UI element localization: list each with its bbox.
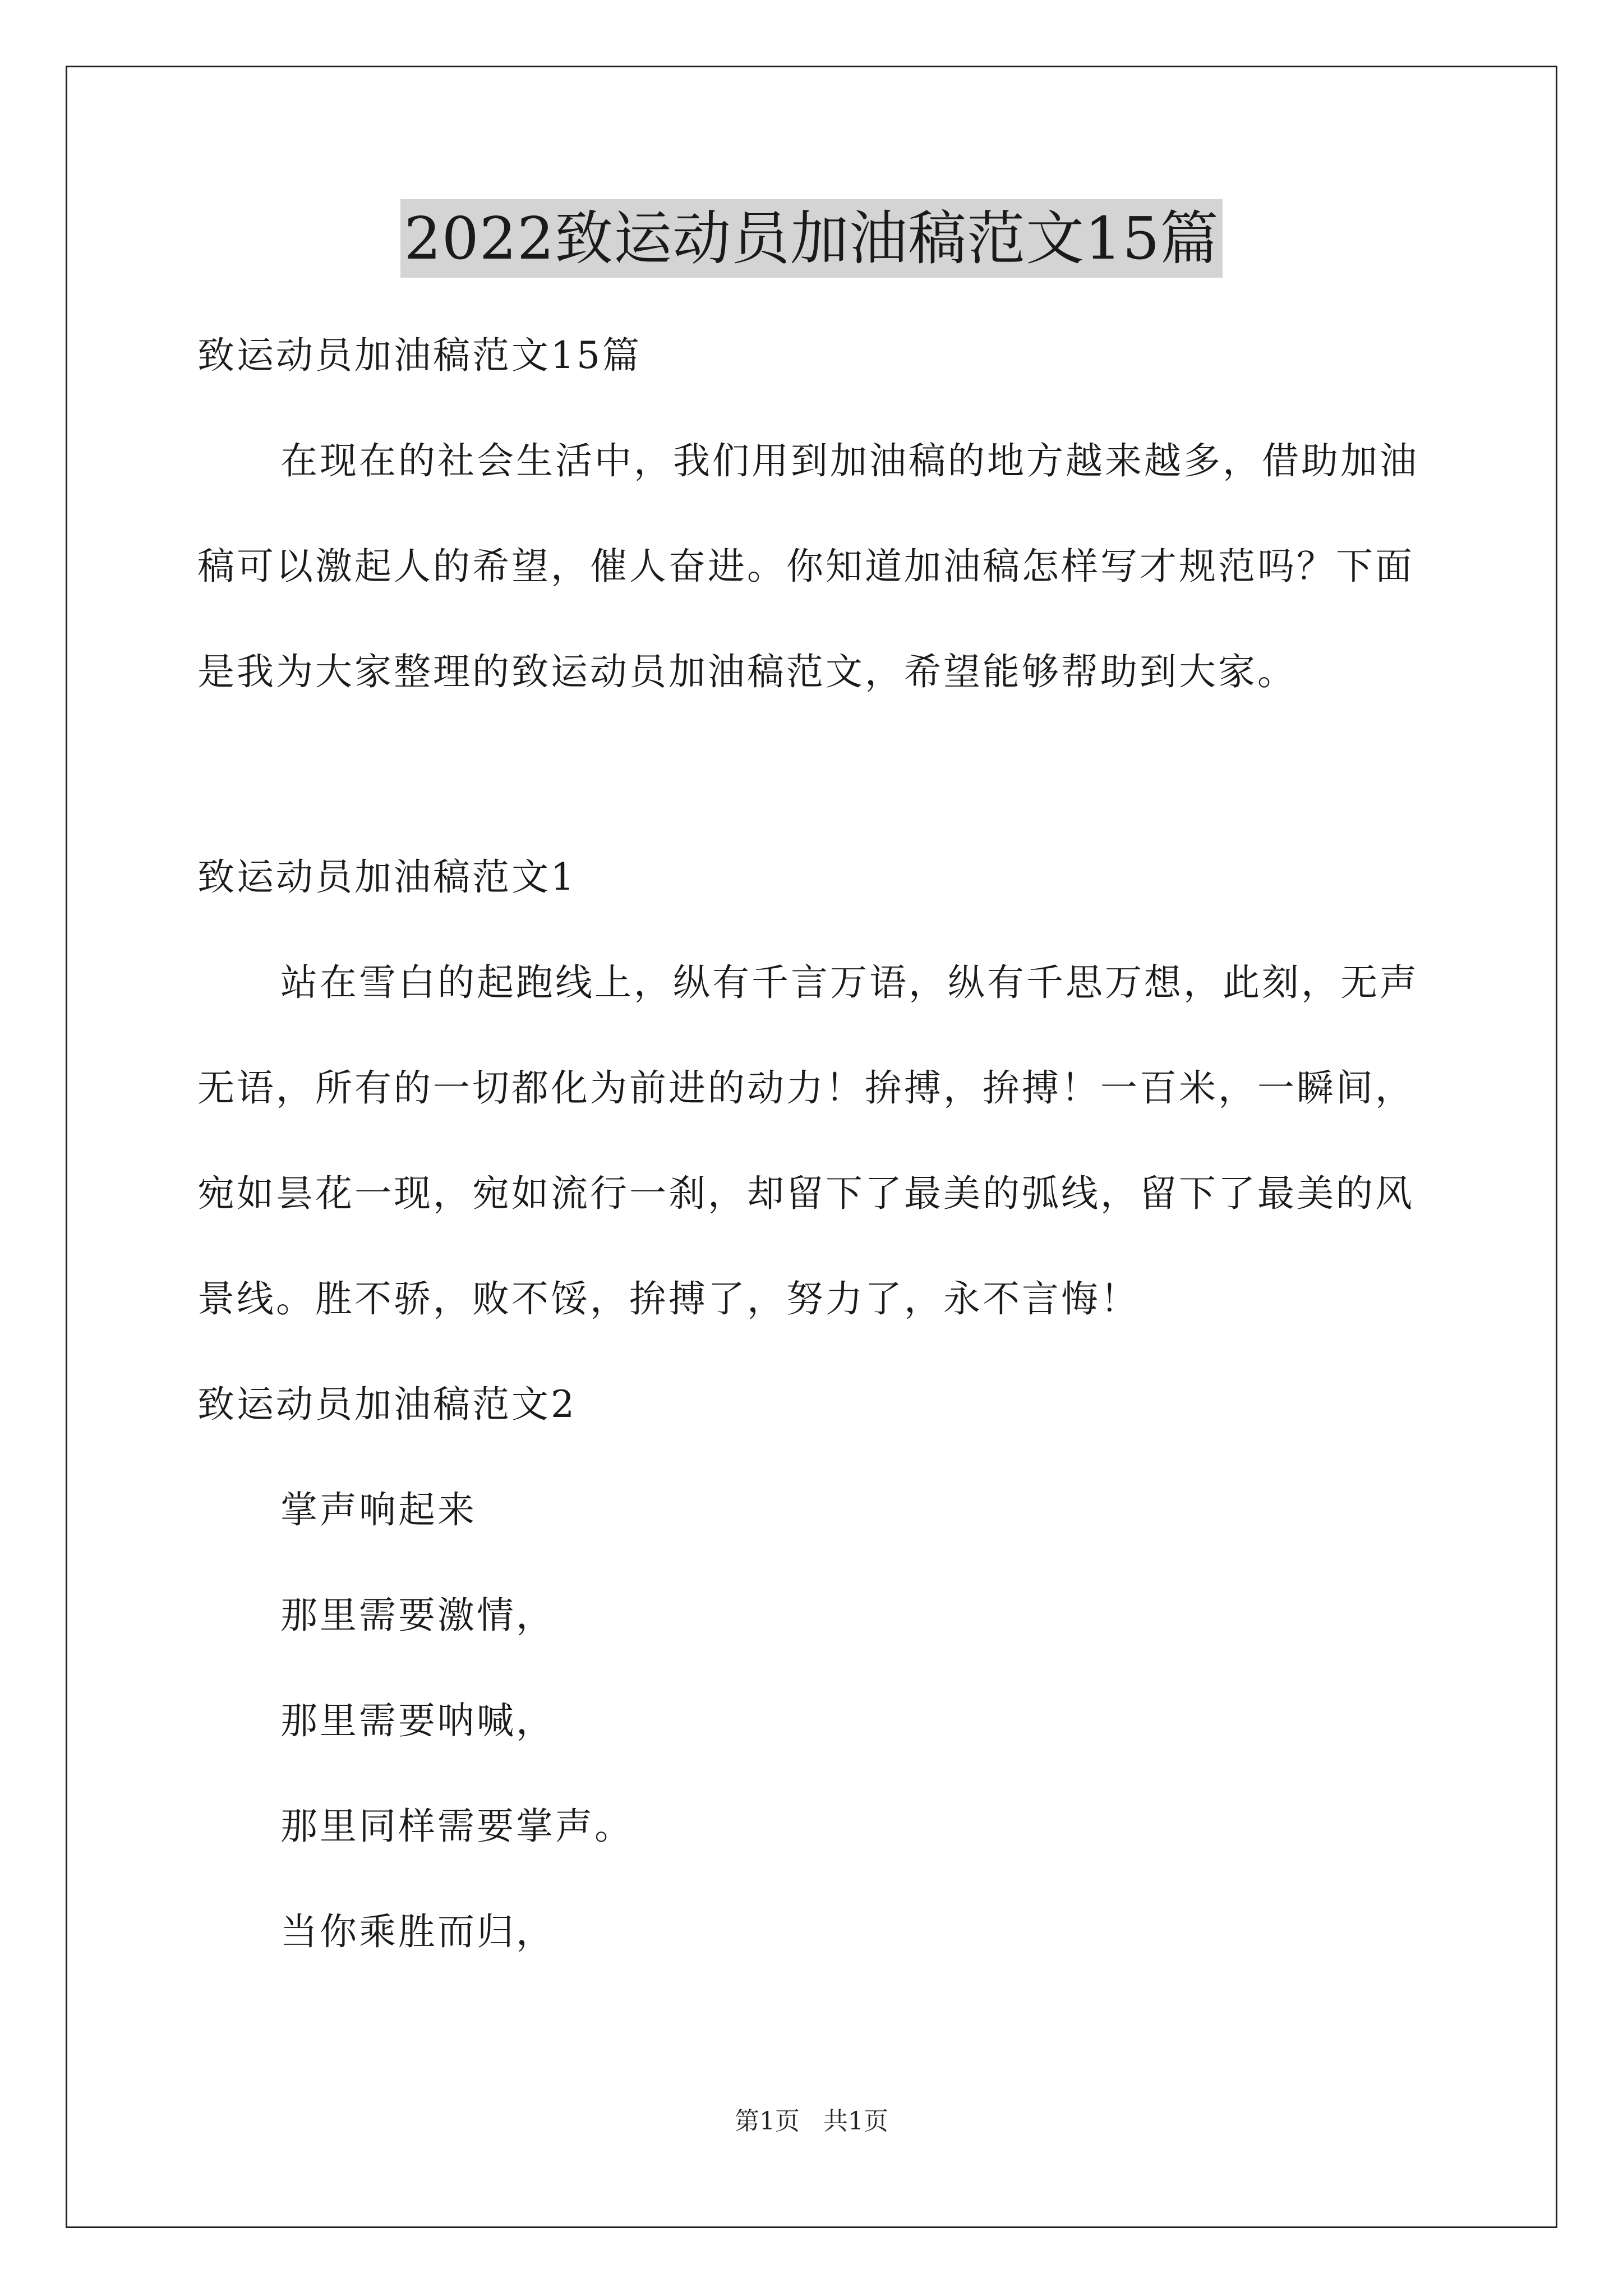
document-subtitle: 致运动员加油稿范文15篇: [197, 334, 642, 377]
intro-paragraph: 在现在的社会生活中，我们用到加油稿的地方越来越多，借助加油稿可以激起人的希望，催人奋进。你知道加油稿怎样写才规范吗？下面是我为大家整理的致运动员加油稿范文，希望能够帮助到大家。: [197, 439, 1419, 693]
document-body: [197, 303, 1437, 1985]
poem-line: 掌声响起来: [280, 1488, 477, 1531]
page-footer: [0, 2105, 1623, 2138]
title-container: [0, 199, 1623, 278]
document-title: 2022致运动员加油稿范文15篇: [400, 199, 1222, 278]
poem-line: 当你乘胜而归，: [280, 1910, 555, 1953]
page-total: 共1页: [823, 2107, 888, 2136]
poem-line: 那里同样需要掌声。: [280, 1805, 634, 1848]
section1-body: 站在雪白的起跑线上，纵有千言万语，纵有千思万想，此刻，无声无语，所有的一切都化为前进的动力！拚搏，拚搏！一百米，一瞬间，宛如昙花一现，宛如流行一刹，却留下了最美的弧线，留下了最美的风景线。胜不骄，败不馁，拚搏了，努力了，永不言悔！: [197, 961, 1419, 1320]
poem-line: 那里需要呐喊，: [280, 1699, 555, 1742]
page-number: 第1页: [735, 2107, 800, 2136]
section1-heading: 致运动员加油稿范文1: [197, 855, 577, 899]
section2-heading: 致运动员加油稿范文2: [197, 1383, 577, 1426]
poem-line: 那里需要激情，: [280, 1594, 555, 1637]
